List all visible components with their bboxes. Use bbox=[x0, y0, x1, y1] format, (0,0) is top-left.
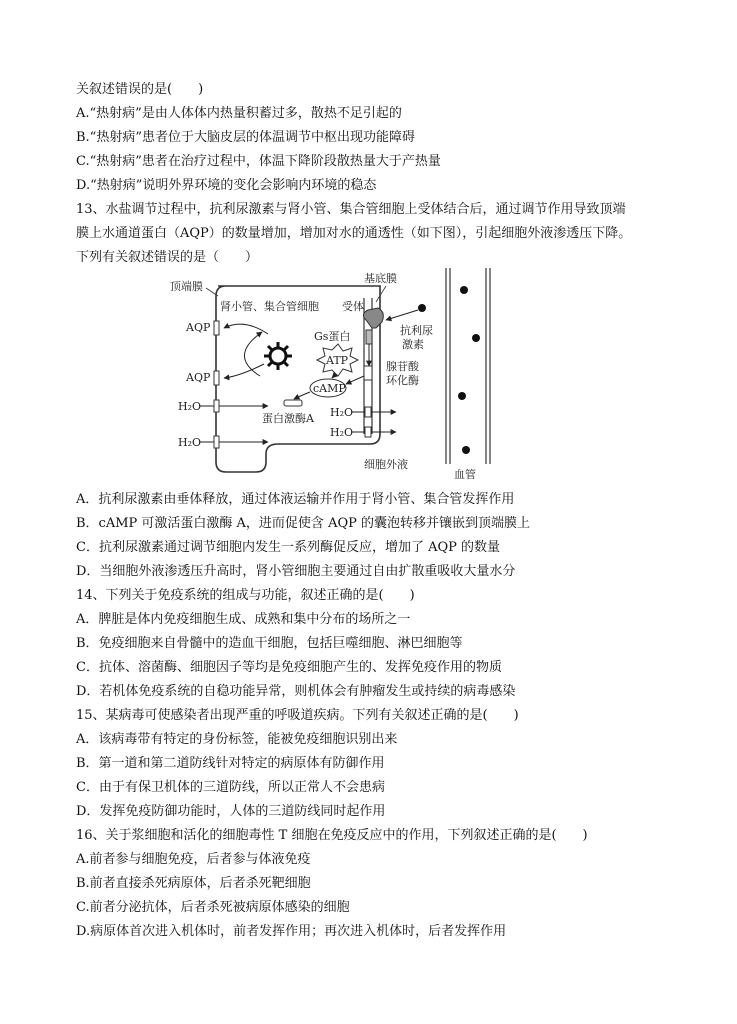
q13-option-c: C．抗利尿激素通过调节细胞内发生一系列酶促反应，增加了 AQP 的数量 bbox=[76, 540, 501, 555]
gs-protein-label: Gs蛋白 bbox=[314, 330, 351, 343]
blood-vessel-label: 血管 bbox=[454, 468, 476, 480]
q12-option-d: D.“热射病”说明外界环境的变化会影响内环境的稳态 bbox=[76, 178, 377, 193]
q16-option-c: C.前者分泌抗体，后者杀死被病原体感染的细胞 bbox=[76, 900, 350, 915]
q15-option-b: B．第一道和第二道防线针对特定的病原体有防御作用 bbox=[76, 756, 385, 771]
cell-membrane-outline bbox=[216, 286, 380, 472]
q16-stem: 16、关于浆细胞和活化的细胞毒性 T 细胞在免疫反应中的作用，下列叙述正确的是( ) bbox=[76, 828, 588, 843]
q14-option-c: C．抗体、溶菌酶、细胞因子等均是免疫细胞产生的、发挥免疫作用的物质 bbox=[76, 660, 502, 675]
cell-type-label: 肾小管、集合管细胞 bbox=[220, 300, 319, 313]
q13-stem-line-3: 下列有关叙述错误的是（ ） bbox=[76, 250, 259, 265]
basal-membrane-label: 基底膜 bbox=[364, 272, 397, 285]
q15-option-c: C．由于有保卫机体的三道防线，所以正常人不会患病 bbox=[76, 780, 385, 795]
adh-molecule-2 bbox=[460, 286, 468, 294]
aqp-channel-1 bbox=[214, 321, 219, 335]
q12-option-c: C.“热射病”患者在治疗过程中，体温下降阶段散热量大于产热量 bbox=[76, 154, 441, 169]
q13-stem-line-1: 13、水盐调节过程中，抗利尿激素与肾小管、集合管细胞上受体结合后，通过调节作用导致顶端 bbox=[76, 202, 626, 217]
pka-shape bbox=[284, 400, 302, 406]
pka-label: 蛋白激酶A bbox=[262, 412, 314, 425]
apical-membrane-label: 顶端膜 bbox=[170, 280, 203, 293]
adh-molecule-3 bbox=[472, 334, 480, 342]
aqp-label-2: AQP bbox=[186, 371, 211, 384]
q12-option-b: B.“热射病”患者位于大脑皮层的体温调节中枢出现功能障碍 bbox=[76, 130, 415, 145]
aqp-channel-2 bbox=[214, 371, 219, 385]
q14-option-a: A．脾脏是体内免疫细胞生成、成熟和集中分布的场所之一 bbox=[76, 612, 411, 627]
q16-option-a: A.前者参与细胞免疫，后者参与体液免疫 bbox=[76, 852, 311, 867]
camp-label: cAMP bbox=[313, 382, 346, 395]
aqp-vesicle bbox=[264, 342, 292, 370]
q16-option-b: B.前者直接杀死病原体，后者杀死靶细胞 bbox=[76, 876, 311, 891]
adh-molecule-5 bbox=[462, 446, 470, 454]
q13-option-d: D．当细胞外液渗透压升高时，肾小管细胞主要通过自由扩散重吸收大量水分 bbox=[76, 564, 516, 579]
enzyme-label-line-2: 环化酶 bbox=[386, 374, 419, 387]
q13-option-a: A．抗利尿激素由垂体释放，通过体液运输并作用于肾小管、集合管发挥作用 bbox=[76, 492, 515, 507]
adh-molecule-4 bbox=[458, 392, 466, 400]
q14-option-d: D．若机体免疫系统的自稳功能异常，则机体会有肿瘤发生或持续的病毒感染 bbox=[76, 684, 516, 699]
q13-stem-line-2: 膜上水通道蛋白（AQP）的数量增加，增加对水的通透性（如下图），引起细胞外液渗透压下降。 bbox=[76, 226, 632, 241]
q15-stem: 15、某病毒可使感染者出现严重的呼吸道疾病。下列有关叙述正确的是( ) bbox=[76, 708, 519, 723]
water-label-2: H₂O bbox=[178, 436, 202, 449]
q15-option-a: A．该病毒带有特定的身份标签，能被免疫细胞识别出来 bbox=[76, 732, 398, 747]
q14-option-b: B．免疫细胞来自骨髓中的造血干细胞，包括巨噬细胞、淋巴细胞等 bbox=[76, 636, 463, 651]
gs-protein-shape bbox=[366, 330, 372, 344]
q14-stem: 14、下列关于免疫系统的组成与功能，叙述正确的是( ) bbox=[76, 588, 415, 603]
ecf-label: 细胞外液 bbox=[364, 458, 408, 471]
q16-option-d: D.病原体首次进入机体时，前者发挥作用；再次进入机体时，后者发挥作用 bbox=[76, 924, 507, 939]
adh-label-line-2: 激素 bbox=[402, 338, 424, 351]
adenylate-cyclase-shape bbox=[364, 366, 372, 380]
adh-mechanism-diagram bbox=[160, 268, 560, 480]
receptor-label: 受体 bbox=[342, 300, 364, 313]
aqp-label-1: AQP bbox=[186, 321, 211, 334]
atp-label: ATP bbox=[326, 354, 349, 367]
water-label-4: H₂O bbox=[330, 426, 354, 439]
adh-label-line-1: 抗利尿 bbox=[400, 324, 433, 337]
q15-option-d: D．发挥免疫防御功能时，人体的三道防线同时起作用 bbox=[76, 804, 386, 819]
enzyme-label-line-1: 腺苷酸 bbox=[386, 360, 419, 373]
q13-option-b: B．cAMP 可激活蛋白激酶 A，进而促使含 AQP 的囊泡转移并镶嵌到顶端膜上 bbox=[76, 516, 530, 531]
water-label-1: H₂O bbox=[178, 400, 202, 413]
q12-stem-tail: 关叙述错误的是( ) bbox=[76, 82, 204, 97]
water-label-3: H₂O bbox=[330, 406, 354, 419]
adh-molecule-1 bbox=[418, 304, 426, 312]
q12-option-a: A.“热射病”是由人体体内热量积蓄过多，散热不足引起的 bbox=[76, 106, 402, 121]
